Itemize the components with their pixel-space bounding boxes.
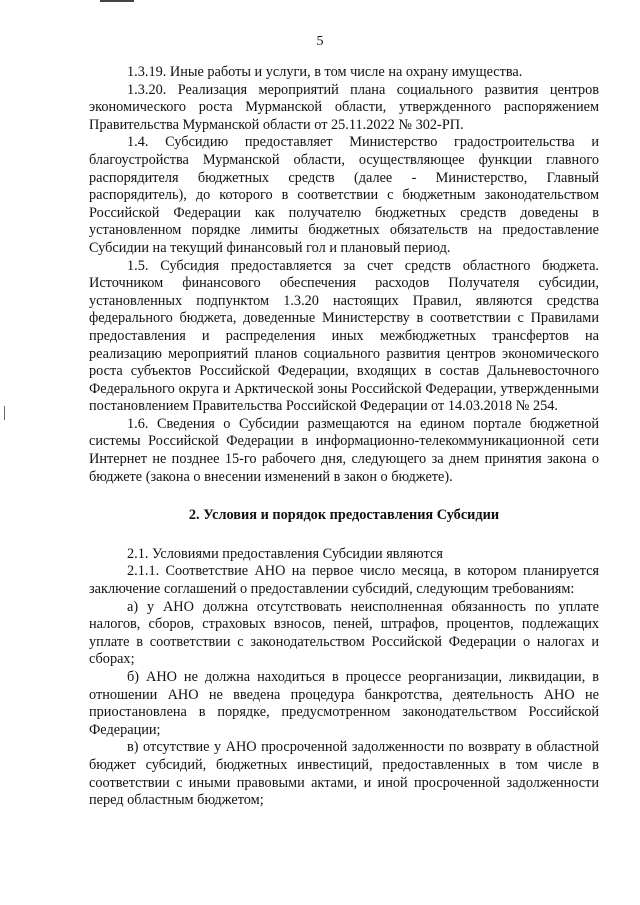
scan-artifact-top bbox=[100, 0, 134, 2]
paragraph-item-b: б) АНО не должна находиться в процессе реорганизации, ликвидации, в отношении АНО не введена процедура банкротства, деятельность АНО не приостановлена в порядке, предусмотренном законодательством Российской Федерации; bbox=[89, 669, 599, 738]
page-number: 5 bbox=[316, 34, 324, 49]
paragraph-item-a: а) у АНО должна отсутствовать неисполненная обязанность по уплате налогов, сборов, страховых взносов, пеней, штрафов, процентов, подлежащих уплате в соответствии с законодательством Российской Федерации о налогах и сборах; bbox=[89, 598, 599, 668]
paragraph-1-6: 1.6. Сведения о Субсидии размещаются на едином портале бюджетной системы Российской Федерации в информационно-телекоммуникационной сети Интернет не позднее 15-го рабочего дня, следующего за днем принятия закона о бюджете (закона о внесении изменений в закон о бюджете). bbox=[89, 415, 599, 485]
document-body bbox=[89, 64, 599, 810]
paragraph-1-3-20: 1.3.20. Реализация мероприятий плана социального развития центров экономического роста Мурманской области, утвержденного распоряжением Правительства Мурманской области от 25.11.2022 № 302-РП. bbox=[89, 81, 599, 133]
paragraph-2-1-1: 2.1.1. Соответствие АНО на первое число месяца, в котором планируется заключение соглашений о предоставлении субсидий, следующим требованиям: bbox=[89, 563, 599, 598]
paragraph-1-4: 1.4. Субсидию предоставляет Министерство градостроительства и благоустройства Мурманской области, осуществляющее функции главного распорядителя бюджетных средств (далее - Министерство, Главный распорядитель), до которого в соответствии с бюджетным законодательством Российской Федерации как получателю бюджетных средств доведены в установленном порядке лимиты бюджетных обязательств на предоставление Субсидии на текущий финансовый гол и плановый период. bbox=[89, 134, 599, 256]
paragraph-item-v: в) отсутствие у АНО просроченной задолженности по возврату в областной бюджет субсидий, бюджетных инвестиций, предоставленных в том числе в соответствии с иными правовыми актами, и иной просроченной задолженности перед областным бюджетом; bbox=[89, 739, 599, 809]
paragraph-2-1: 2.1. Условиями предоставления Субсидии являются bbox=[127, 545, 443, 562]
paragraph-1-3-19: 1.3.19. Иные работы и услуги, в том числе на охрану имущества. bbox=[127, 64, 523, 80]
section-heading: 2. Условия и порядок предоставления Субсидии bbox=[188, 507, 500, 524]
paragraph-1-5: 1.5. Субсидия предоставляется за счет средств областного бюджета. Источником финансового обеспечения расходов Получателя субсидии, установленных подпунктом 1.3.20 настоящих Правил, являются средства федерального бюджета, доведенные Министерству в соответствии с Правилами предоставления и распределения иных межбюджетных трансфертов на реализацию мероприятий планов социального развития центров экономического роста субъектов Российской Федерации, входящих в состав Дальневосточного Федерального округа и Арктической зоны Российской Федерации, утвержденными постановлением Правительства Российской Федерации от 14.03.2018 № 254. bbox=[89, 257, 599, 415]
scan-artifact-left bbox=[4, 406, 5, 420]
